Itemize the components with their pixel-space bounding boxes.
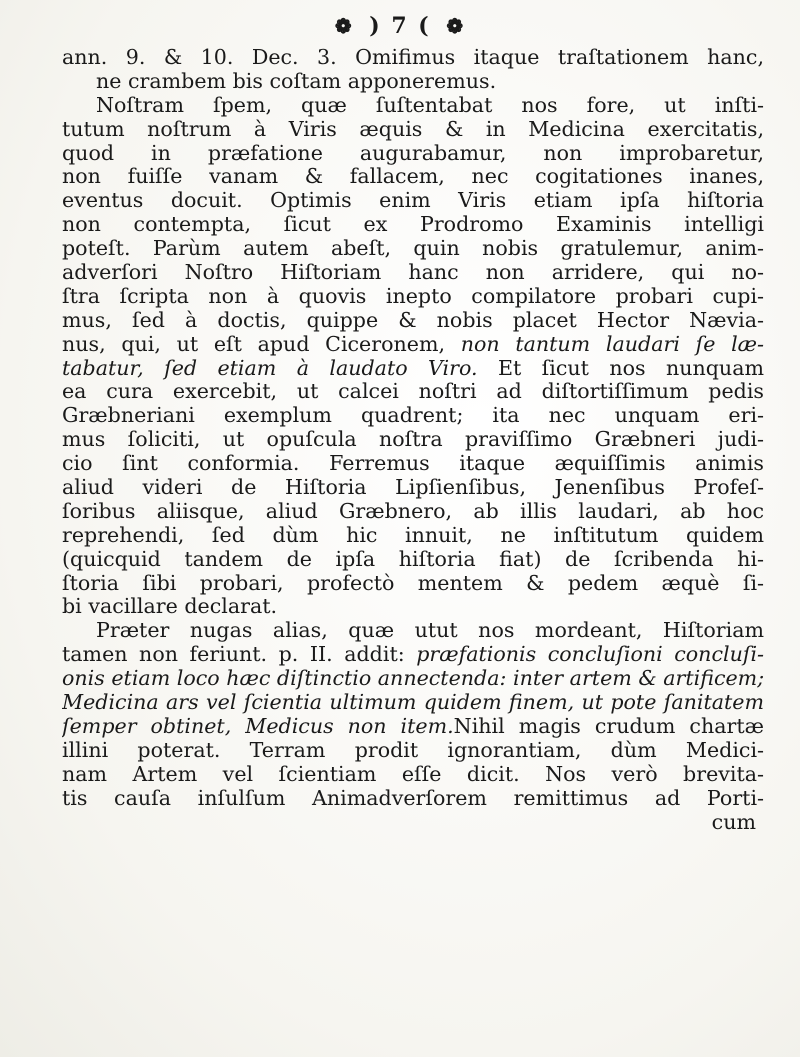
text-line: onis etiam loco hæc diſtinctio annectenda: inter artem & artificem; [62,667,764,691]
page-header [0,8,800,44]
text-line: ann. 9. & 10. Dec. 3. Omifimus itaque traſtationem hanc, [62,46,764,69]
body-text [62,46,764,834]
text-line: Medicina ars vel ſcientia ultimum quidem finem, ut pote ſanitatem [62,691,764,715]
text-line: aliud videri de Hiſtoria Lipſienſibus, Jenenſibus Profeſ- [62,476,764,500]
text-line [62,357,764,381]
text-line [62,715,764,739]
text-line: non contempta, ſicut ex Prodromo Examinis intelligi [62,213,764,237]
text-line: adverſori Noſtro Hiſtoriam hanc non arridere, qui no- [62,261,764,285]
ornament-right-icon: ❁ [446,14,466,38]
text-line: quod in præfatione augurabamur, non improbaretur, [62,141,764,165]
text-line: tutum noſtrum à Viris æquis & in Medicina exercitatis, [62,117,764,141]
text-line: ſtoria ſibi probari, profectò mentem & pedem æquè ſi- [62,571,764,595]
text-line: cio ſint conformia. Ferremus itaque æquiſſimis animis [62,452,764,476]
text-line: ſtra ſcripta non à quovis inepto compilatore probari cupi- [62,284,764,308]
italic-quote: non tantum laudari ſe læ- [460,332,764,356]
text-fragment: Nihil magis crudum chartæ [453,714,764,738]
text-line [62,333,764,357]
text-fragment: nus, qui, ut eſt apud Ciceronem, [62,332,461,356]
italic-quote: ſemper obtinet, Medicus non item. [62,714,454,738]
text-line: Præter nugas alias, quæ utut nos mordeant, Hiſtoriam [96,619,764,643]
text-line: eventus docuit. Optimis enim Viris etiam ipſa hiſtoria [62,189,764,213]
text-line: ne crambem bis coſtam apponeremus. [96,69,497,93]
text-line: reprehendi, ſed dùm hic innuit, ne inſtitutum quidem [62,523,764,547]
text-line: bi vacillare declarat. [62,595,278,619]
text-line: nam Artem vel ſcientiam eſſe dicit. Nos verò brevita- [62,762,764,786]
text-line: illini poterat. Terram prodit ignorantiam, dùm Medici- [62,738,764,762]
ornament-left-icon: ❁ [334,14,354,38]
text-line: mus ſoliciti, ut opuſcula noſtra praviſſimo Græbneri judi- [62,428,764,452]
text-line: Noſtram ſpem, quæ ſuſtentabat nos fore, ut inſti- [96,93,764,117]
text-line: (quicquid tandem de ipſa hiſtoria fiat) de ſcribenda hi- [62,547,764,571]
text-fragment: Et ſicut nos nunquam [497,356,764,380]
text-line: tis cauſa inſulſum Animadverſorem remittimus ad Porti- [62,786,764,810]
text-line: Græbneriani exemplum quadrent; ita nec unquam eri- [62,404,764,428]
text-line: ſoribus aliisque, aliud Græbnero, ab illis laudari, ab hoc [62,499,764,523]
text-line: ea cura exercebit, ut calcei noſtri ad diſtortiſſimum pedis [62,380,764,404]
text-line: poteſt. Parùm autem abeſt, quin nobis gratulemur, anim- [62,237,764,261]
italic-quote: tabatur, ſed etiam à laudato Viro. [62,356,478,380]
text-line [62,643,764,667]
text-line: non fuiſſe vanam & fallacem, nec cogitationes inanes, [62,165,764,189]
text-fragment: tamen non feriunt. p. II. addit: [62,643,417,667]
italic-quote: præfationis concluſioni concluſi- [416,643,764,667]
catchword: cum [711,810,756,834]
text-line: mus, ſed à doctis, quippe & nobis placet Hector Nævia- [62,308,764,332]
page-number: ) 7 ( [369,13,431,39]
